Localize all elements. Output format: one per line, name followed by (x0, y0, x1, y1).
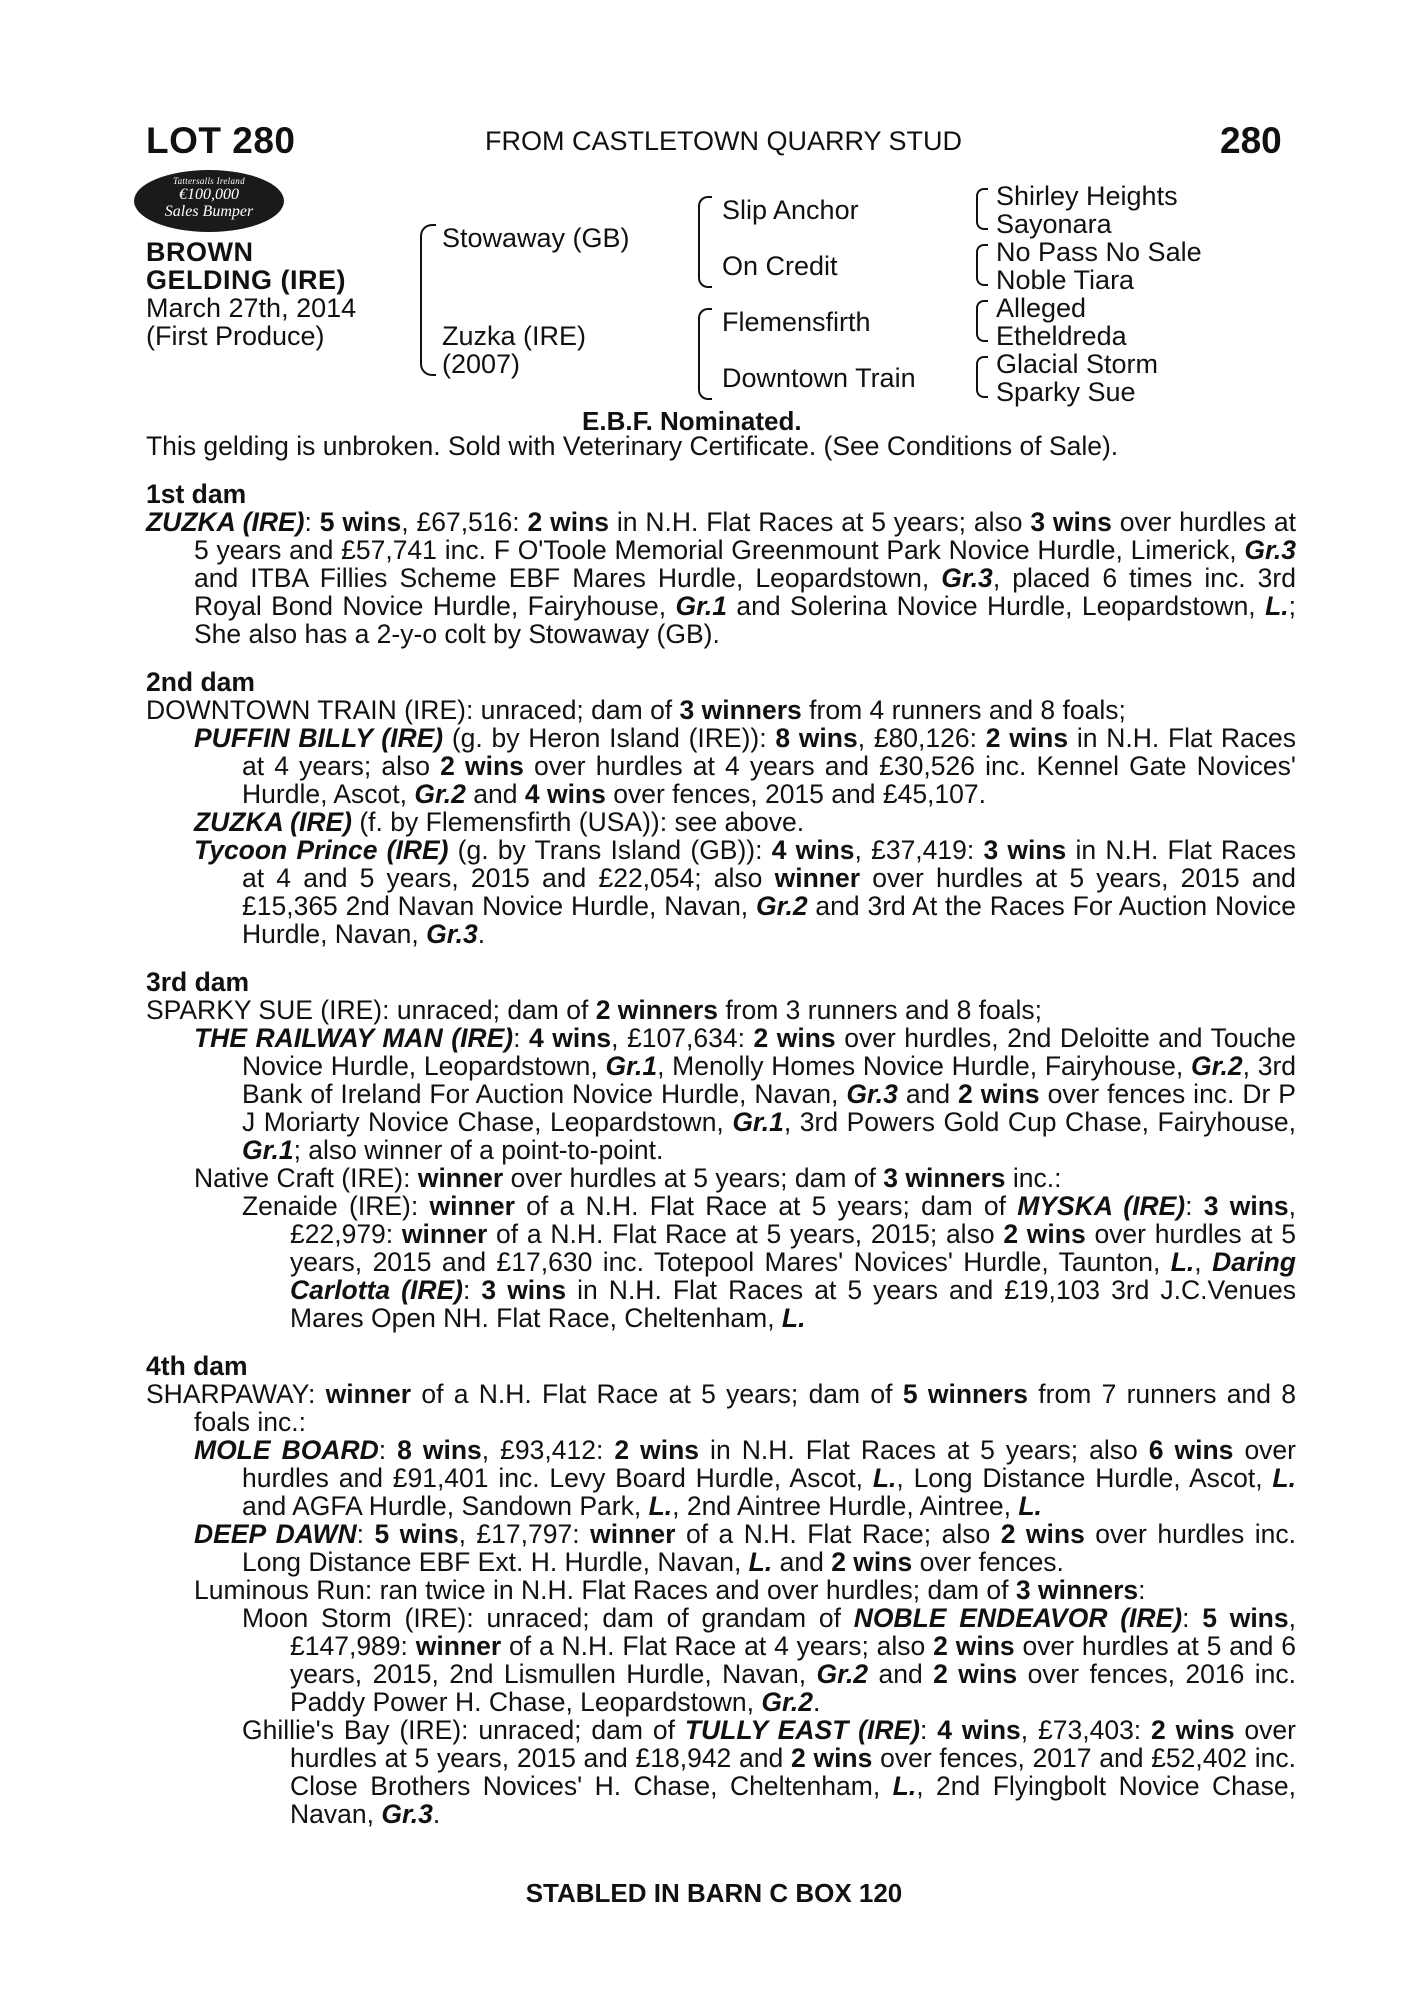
lot-number: 280 (1220, 120, 1282, 161)
section-heading-2nd-dam: 2nd dam (146, 667, 255, 697)
produce-entry: PUFFIN BILLY (IRE) (g. by Heron Island (IRE)): 8 wins, £80,126: 2 wins in N.H. Flat Races at 4 years; also 2 wins over hurdles at 4 years and £30,526 inc. Kennel Gate Novices' Hurdle, Ascot, Gr.2 and 4 wins over fences, 2015 and £45,107. (194, 723, 1296, 809)
badge-line1: Tattersalls Ireland (173, 176, 245, 186)
pedigree-grand-3: Flemensfirth (722, 307, 871, 337)
pedigree-brace-dam (698, 308, 712, 400)
pedigree-great-2: Sayonara (996, 209, 1112, 239)
intro-text: This gelding is unbroken. Sold with Veterinary Certificate. (See Conditions of Sale). (146, 431, 1119, 461)
pedigree-grand-1: Slip Anchor (722, 195, 859, 225)
pedigree-brace-g1 (976, 188, 988, 230)
section-heading-3rd-dam: 3rd dam (146, 967, 250, 997)
pedigree-great-6: Etheldreda (996, 321, 1127, 351)
pedigree-brace-g3 (976, 300, 988, 342)
badge-line3: Sales Bumper (164, 203, 254, 220)
section-heading-1st-dam: 1st dam (146, 479, 247, 509)
horse-colour: BROWN (146, 237, 254, 267)
pedigree-brace-g4 (976, 356, 988, 398)
fourth-dam-entry: SHARPAWAY: winner of a N.H. Flat Race at 5 years; dam of 5 winners from 7 runners and 8 foals inc.: (146, 1379, 1296, 1437)
pedigree-grand-2: On Credit (722, 251, 838, 281)
badge-line2: €100,000 (179, 186, 239, 203)
pedigree-sire: Stowaway (GB) (442, 223, 630, 253)
pedigree-dam-year: (2007) (442, 349, 521, 379)
pedigree-grand-4: Downtown Train (722, 363, 916, 393)
first-dam-entry: ZUZKA (IRE): 5 wins, £67,516: 2 wins in N.H. Flat Races at 5 years; also 3 wins over hurdles at 5 years and £57,741 inc. F O'Toole Memorial Greenmount Park Novice Hurdle, Limerick, Gr.3 and ITBA Fillies Scheme EBF Mares Hurdle, Leopardstown, Gr.3, placed 6 times inc. 3rd Royal Bond Novice Hurdle, Fairyhouse, Gr.1 and Solerina Novice Hurdle, Leopardstown, L.; She also has a 2-y-o colt by Stowaway (GB). (146, 507, 1296, 649)
pedigree-great-4: Noble Tiara (996, 265, 1135, 295)
produce-entry: THE RAILWAY MAN (IRE): 4 wins, £107,634: 2 wins over hurdles, 2nd Deloitte and Touche Novice Hurdle, Leopardstown, Gr.1, Menolly Homes Novice Hurdle, Fairyhouse, Gr.2, 3rd Bank of Ireland For Auction Novice Hurdle, Navan, Gr.3 and 2 wins over fences inc. Dr P J Moriarty Novice Chase, Leopardstown, Gr.1, 3rd Powers Gold Cup Chase, Fairyhouse, Gr.1; also winner of a point-to-point. (194, 1023, 1297, 1165)
pedigree-brace-main (420, 224, 436, 376)
pedigree-great-3: No Pass No Sale (996, 237, 1202, 267)
catalogue-body (146, 432, 1296, 1828)
horse-foaled: March 27th, 2014 (146, 293, 357, 323)
lot-title: LOT 280 (146, 120, 296, 161)
consignor: FROM CASTLETOWN QUARRY STUD (485, 126, 963, 156)
sales-bumper-badge (134, 170, 284, 232)
horse-produce: (First Produce) (146, 321, 325, 351)
produce-entry: MOLE BOARD: 8 wins, £93,412: 2 wins in N.H. Flat Races at 5 years; also 6 wins over hurdles and £91,401 inc. Levy Board Hurdle, Ascot, L., Long Distance Hurdle, Ascot, L. and AGFA Hurdle, Sandown Park, L., 2nd Aintree Hurdle, Aintree, L. (194, 1435, 1296, 1521)
produce-entry: Tycoon Prince (IRE) (g. by Trans Island (GB)): 4 wins, £37,419: 3 wins in N.H. Flat Races at 4 and 5 years, 2015 and £22,054; also winner over hurdles at 5 years, 2015 and £15,365 2nd Navan Novice Hurdle, Navan, Gr.2 and 3rd At the Races For Auction Novice Hurdle, Navan, Gr.3. (194, 835, 1297, 949)
horse-sex: GELDING (IRE) (146, 265, 346, 295)
produce-entry: Zenaide (IRE): winner of a N.H. Flat Race at 5 years; dam of MYSKA (IRE): 3 wins, £22,979: winner of a N.H. Flat Race at 5 years, 2015; also 2 wins over hurdles at 5 years, 2015 and £17,630 inc. Totepool Mares' Novices' Hurdle, Taunton, L., Daring Carlotta (IRE): 3 wins in N.H. Flat Races at 5 years and £19,103 3rd J.C.Venues Mares Open NH. Flat Race, Cheltenham, L. (242, 1191, 1296, 1333)
second-dam-entry: DOWNTOWN TRAIN (IRE): unraced; dam of 3 winners from 4 runners and 8 foals; (146, 695, 1126, 725)
produce-entry: Native Craft (IRE): winner over hurdles at 5 years; dam of 3 winners inc.: (194, 1163, 1062, 1193)
produce-entry: DEEP DAWN: 5 wins, £17,797: winner of a N.H. Flat Race; also 2 wins over hurdles inc. Long Distance EBF Ext. H. Hurdle, Navan, L. and 2 wins over fences. (194, 1519, 1296, 1577)
ebf-nominated: E.B.F. Nominated. (582, 406, 802, 436)
pedigree-great-8: Sparky Sue (996, 377, 1136, 407)
third-dam-entry: SPARKY SUE (IRE): unraced; dam of 2 winners from 3 runners and 8 foals; (146, 995, 1043, 1025)
pedigree-dam: Zuzka (IRE) (442, 321, 587, 351)
produce-entry: Moon Storm (IRE): unraced; dam of grandam of NOBLE ENDEAVOR (IRE): 5 wins, £147,989: winner of a N.H. Flat Race at 4 years; also 2 wins over hurdles at 5 and 6 years, 2015, 2nd Lismullen Hurdle, Navan, Gr.2 and 2 wins over fences, 2016 inc. Paddy Power H. Chase, Leopardstown, Gr.2. (242, 1603, 1296, 1717)
produce-entry: ZUZKA (IRE) (f. by Flemensfirth (USA)): see above. (194, 807, 805, 837)
produce-entry: Luminous Run: ran twice in N.H. Flat Races and over hurdles; dam of 3 winners: (194, 1575, 1146, 1605)
stabling-info: STABLED IN BARN C BOX 120 (525, 1878, 903, 1908)
pedigree-great-7: Glacial Storm (996, 349, 1159, 379)
pedigree-brace-sire (698, 196, 712, 288)
pedigree-great-5: Alleged (996, 293, 1087, 323)
pedigree-brace-g2 (976, 244, 988, 286)
produce-entry: Ghillie's Bay (IRE): unraced; dam of TULLY EAST (IRE): 4 wins, £73,403: 2 wins over hurdles at 5 years, 2015 and £18,942 and 2 wins over fences, 2017 and £52,402 inc. Close Brothers Novices' H. Chase, Cheltenham, L., 2nd Flyingbolt Novice Chase, Navan, Gr.3. (242, 1715, 1297, 1829)
pedigree-great-1: Shirley Heights (996, 181, 1178, 211)
section-heading-4th-dam: 4th dam (146, 1351, 248, 1381)
